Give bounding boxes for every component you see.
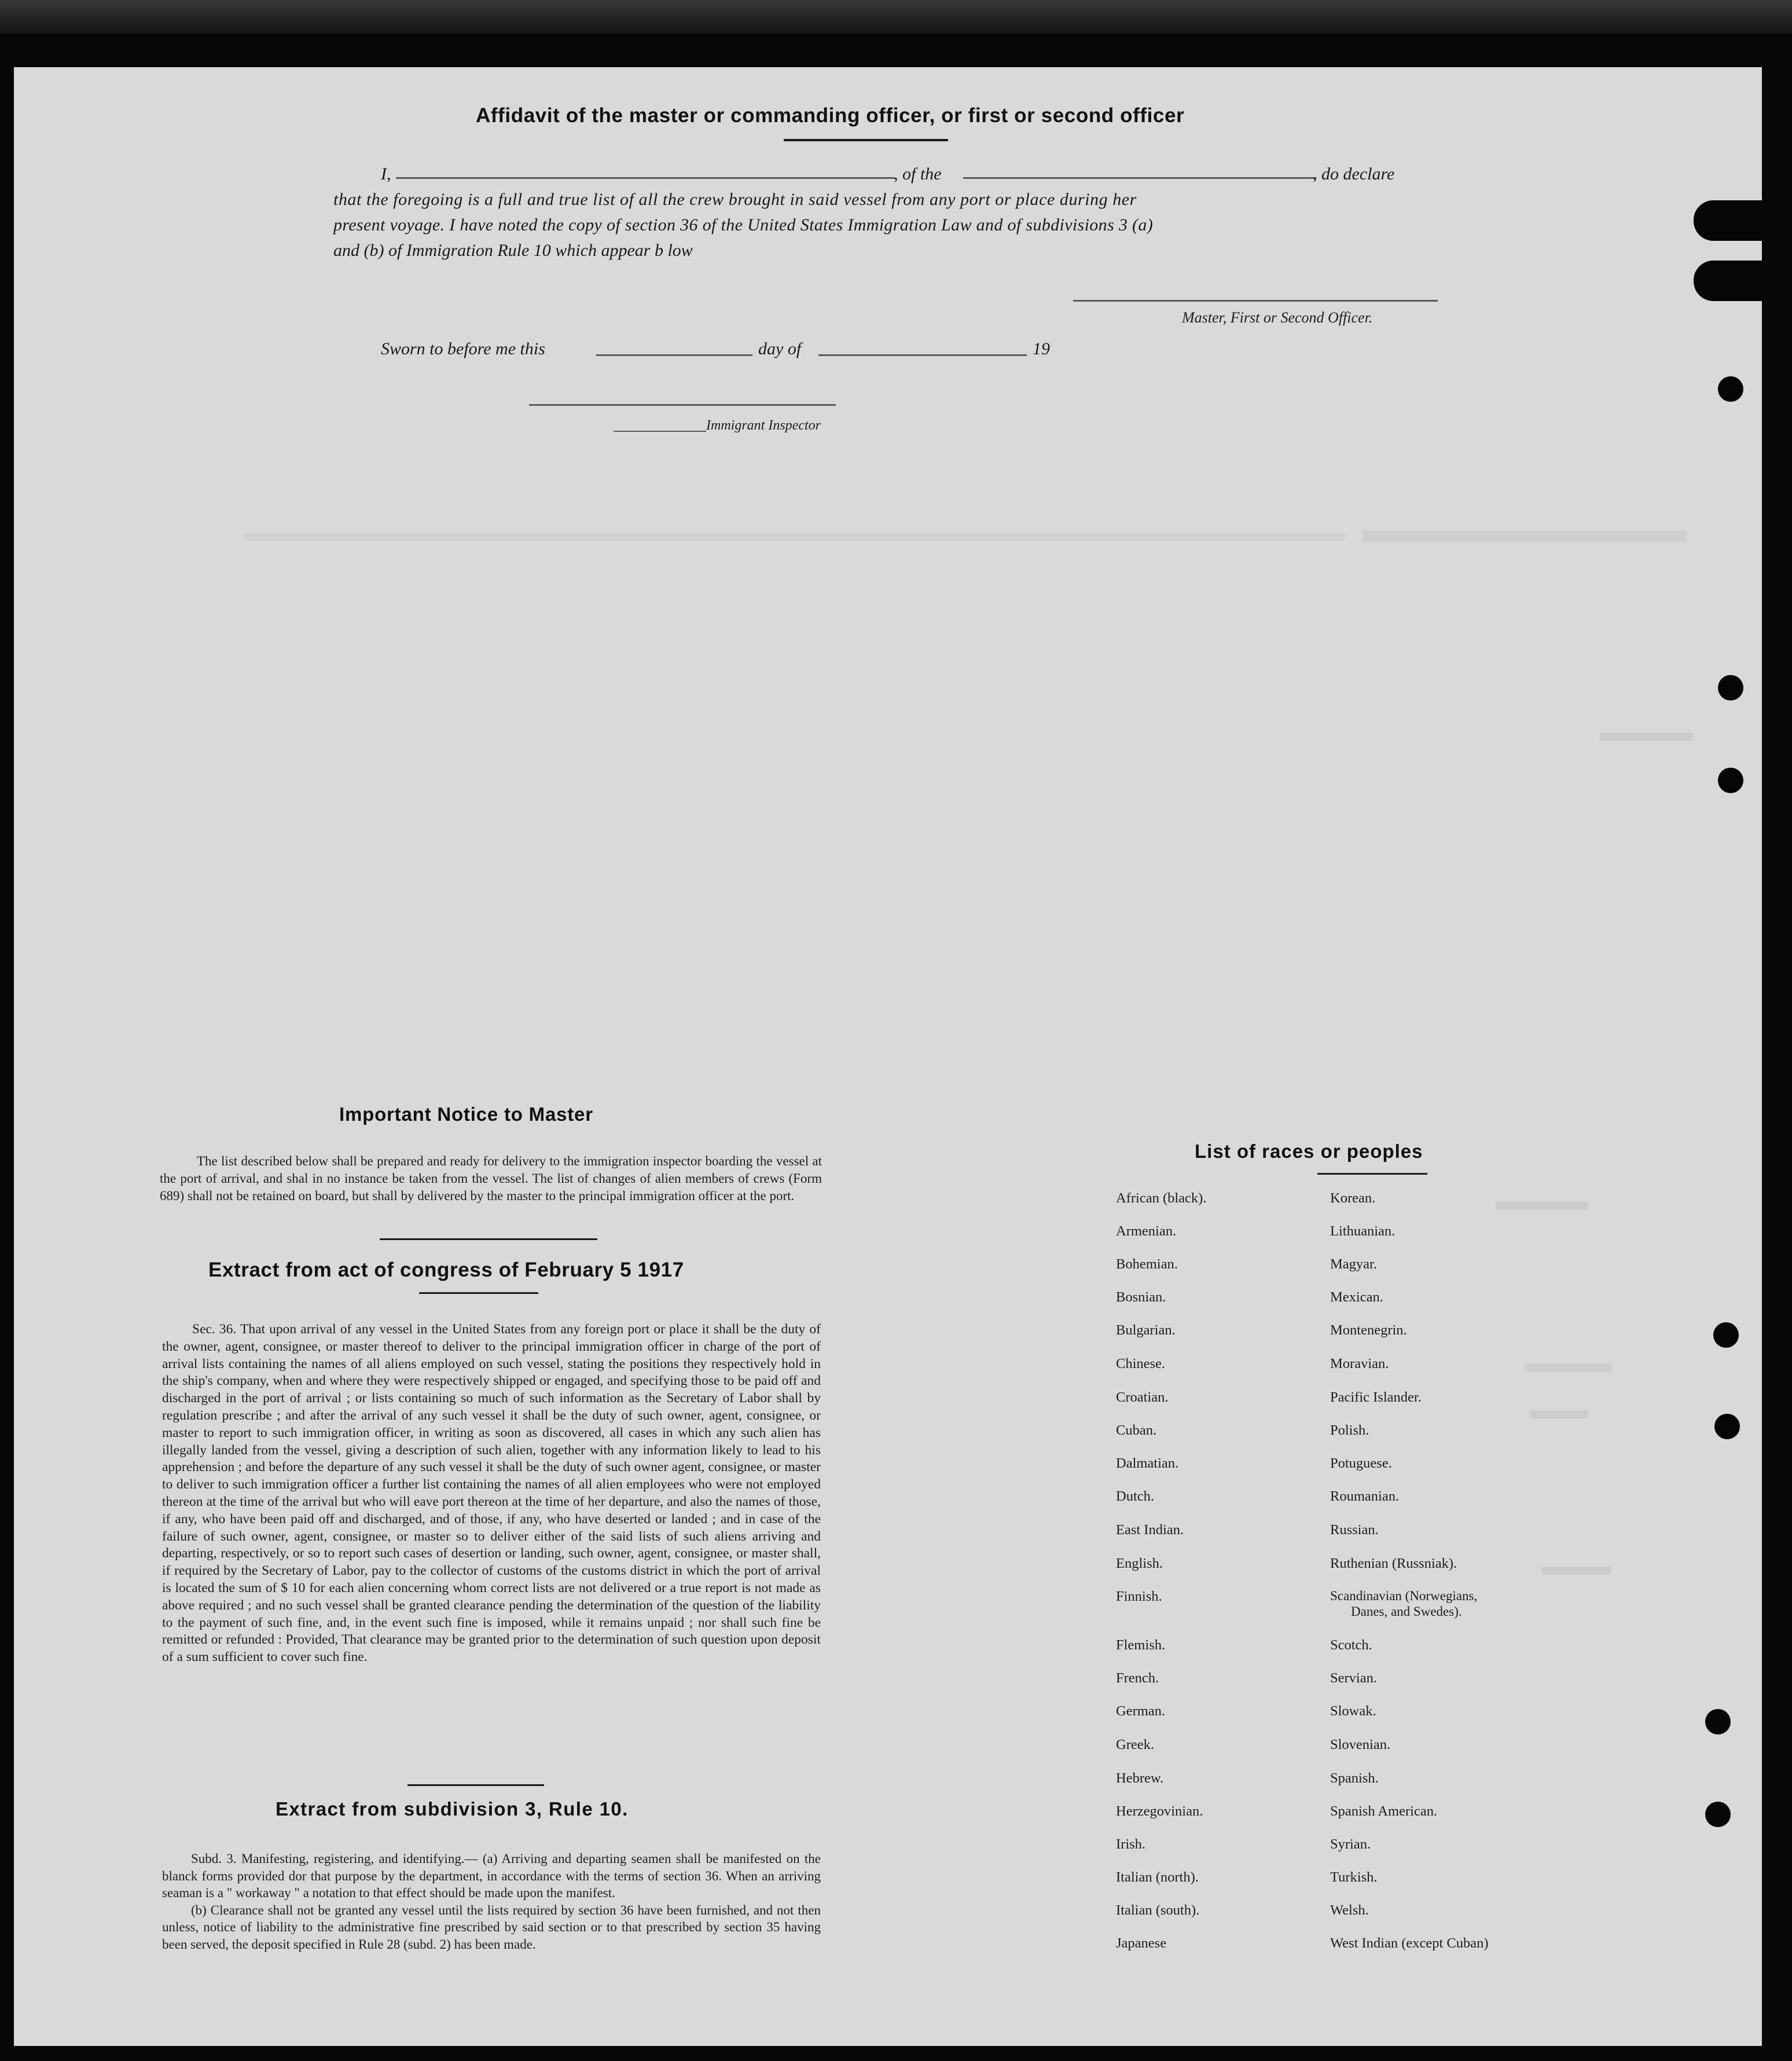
race-item: German.	[1116, 1703, 1166, 1719]
sworn-prefix: Sworn to before me this	[381, 339, 545, 358]
rule-para-b: (b) Clearance shall not be granted any vessel until the lists required by section 36 have been furnished, and not then unless, notice of liability to the administrative fine prescribed by said section or to that prescribed by section 35 having been served, the deposit specified in Rule 28 (subd. 2) has been made.	[162, 1902, 821, 1952]
affidavit-vessel-field[interactable]	[963, 177, 1316, 179]
race-item: Spanish.	[1330, 1770, 1379, 1786]
race-item: Chinese.	[1116, 1356, 1166, 1371]
race-item: Moravian.	[1330, 1356, 1389, 1371]
race-item: Servian.	[1330, 1670, 1377, 1686]
act-body	[162, 1321, 821, 1666]
race-item: Magyar.	[1330, 1256, 1377, 1272]
act-section-36: Sec. 36. That upon arrival of any vessel in the United States from any foreign port or place it shall be the duty of the owner, agent, consignee, or master thereof to deliver to the principal immigration officer in charge of the port of arrival lists containing the names of all aliens employed on such vessel, stating the positions they respectively hold in the ship's company, when and where they were respectively shipped or engaged, and specifying those to be paid off and discharged in the port of arrival ; or lists containing so much of such information as the Secretary of Labor shall by regulation prescribe ; and after the arrival of any such vessel it shall be the duty of such owner, agent, consignee, or master to report to such immigration officer, in writing as soon as discovered, all cases in which any such alien has illegally landed from the vessel, giving a description of such alien, together with any information likely to lead to his apprehension ; and before the departure of any such vessel it shall be the duty of such owner agent, consignee, or master to deliver to such immigration officer a further list containing the names of all alien employees who were not employed thereon at the time of the arrival but who will eave port thereon at the time of her departure, and also the names of those, if any, who have been paid off and discharged, and of those, if any, who have deserted or landed ; and in case of the failure of such owner, agent, consignee, or master so to deliver either of the said lists of such aliens arriving and departing, respectively, or so to report such cases of desertion or landing, such owner, agent, consignee, or master shall, if required by the Secretary of Labor, pay to the collector of customs of the customs district in which the port of arrival is located the sum of $ 10 for each alien concerning whom correct lists are not delivered or a true report is not made as above required ; and no such vessel shall be granted clearance pending the determination of the question of the liability to the payment of such fine, and, in the event such fine is imposed, while it remains unpaid ; nor shall such fine be remitted or refunded : Provided, That clearance may be granted prior to the determination of such question upon deposit of a sum sufficient to cover such fine.	[162, 1322, 821, 1665]
race-item: Hebrew.	[1116, 1770, 1164, 1786]
notice-title: Important Notice to Master	[339, 1103, 593, 1125]
race-item: African (black).	[1116, 1190, 1207, 1206]
race-item: Montenegrin.	[1330, 1322, 1407, 1338]
race-item: Pacific Islander.	[1330, 1389, 1422, 1405]
affidavit-name-field[interactable]	[396, 177, 895, 179]
sworn-month-field[interactable]	[818, 354, 1027, 356]
race-item: Flemish.	[1116, 1637, 1166, 1653]
act-title: Extract from act of congress of February 5 1917	[208, 1259, 684, 1281]
act-title-rule	[419, 1292, 538, 1294]
race-item: Irish.	[1116, 1836, 1146, 1852]
race-item: Lithuanian.	[1330, 1223, 1396, 1239]
act-end-rule	[407, 1784, 544, 1786]
race-item: Ruthenian (Russniak).	[1330, 1556, 1457, 1571]
punch-hole	[1718, 768, 1743, 793]
race-item: Slovenian.	[1330, 1737, 1391, 1752]
punch-hole	[1705, 1802, 1731, 1827]
affidavit-text-line3: present voyage. I have noted the copy of section 36 of the United States Immigration Law and of subdivisions 3 (a)	[333, 215, 1154, 234]
binder-tab-upper	[1694, 200, 1792, 241]
race-item: Japanese	[1116, 1935, 1167, 1951]
form-page	[14, 67, 1762, 2046]
affidavit-of-the-label: , of the	[894, 164, 942, 184]
race-item: Russian.	[1330, 1522, 1379, 1538]
affidavit-text-line4: and (b) of Immigration Rule 10 which appear b low	[333, 241, 693, 260]
inspector-signature-line[interactable]	[529, 404, 836, 406]
race-item: Potuguese.	[1330, 1455, 1392, 1471]
affidavit-text-line2: that the foregoing is a full and true list of all the crew brought in said vessel from any port or place during her	[333, 190, 1137, 209]
master-signature-line[interactable]	[1073, 300, 1438, 302]
affidavit-title-rule	[784, 139, 948, 141]
race-item: Korean.	[1330, 1190, 1376, 1206]
sworn-year-label: 19	[1033, 339, 1050, 358]
race-item: Dalmatian.	[1116, 1455, 1179, 1471]
punch-hole	[1713, 1322, 1739, 1348]
race-item: Bohemian.	[1116, 1256, 1178, 1272]
races-title: List of races or peoples	[1195, 1140, 1423, 1162]
race-item: Roumanian.	[1330, 1488, 1400, 1504]
race-item: East Indian.	[1116, 1522, 1184, 1538]
master-signature-caption: Master, First or Second Officer.	[1182, 309, 1373, 326]
affidavit-declare-label: , do declare	[1313, 164, 1395, 184]
race-item: Bosnian.	[1116, 1289, 1166, 1305]
race-item: Spanish American.	[1330, 1803, 1438, 1819]
rule-body	[162, 1850, 821, 1953]
race-item: Slowak.	[1330, 1703, 1376, 1719]
punch-hole	[1705, 1709, 1731, 1734]
race-item: Scotch.	[1330, 1637, 1372, 1653]
notice-body	[160, 1153, 822, 1205]
punch-hole	[1718, 675, 1743, 701]
race-item: Scandinavian (Norwegians,	[1330, 1589, 1478, 1603]
affidavit-title: Affidavit of the master or commanding officer, or first or second officer	[476, 104, 1185, 127]
inspector-caption: Immigrant Inspector	[706, 418, 821, 433]
binder-tab-lower	[1694, 261, 1792, 301]
rule-title: Extract from subdivision 3, Rule 10.	[276, 1798, 629, 1820]
race-item: Danes, and Swedes).	[1351, 1604, 1462, 1619]
race-item: Bulgarian.	[1116, 1322, 1176, 1338]
punch-hole	[1714, 1414, 1740, 1439]
race-item: Polish.	[1330, 1422, 1369, 1438]
race-item: Croatian.	[1116, 1389, 1169, 1405]
race-item: Finnish.	[1116, 1589, 1162, 1604]
race-item: Mexican.	[1330, 1289, 1383, 1305]
notice-rule	[380, 1238, 597, 1240]
race-item: Greek.	[1116, 1737, 1154, 1752]
affidavit-i-label: I,	[381, 164, 391, 184]
notice-paragraph: The list described below shall be prepared and ready for delivery to the immigration inspector boarding the vessel at the port of arrival, and shal in no instance be taken from the vessel. The list of changes of alien members of crews (Form 689) shall not be retained on board, but shall by delivered by the master to the principal immigration officer at the port.	[160, 1154, 822, 1203]
race-item: Welsh.	[1330, 1902, 1369, 1918]
race-item: English.	[1116, 1556, 1163, 1571]
race-item: Syrian.	[1330, 1836, 1371, 1852]
scan-top-edge	[0, 0, 1792, 34]
race-item: Armenian.	[1116, 1223, 1177, 1239]
race-item: Italian (south).	[1116, 1902, 1200, 1918]
race-item: West Indian (except Cuban)	[1330, 1935, 1489, 1951]
race-item: French.	[1116, 1670, 1159, 1686]
race-item: Herzegovinian.	[1116, 1803, 1203, 1819]
race-item: Dutch.	[1116, 1488, 1154, 1504]
race-item: Cuban.	[1116, 1422, 1157, 1438]
race-item: Turkish.	[1330, 1869, 1378, 1885]
race-item: Italian (north).	[1116, 1869, 1199, 1885]
inspector-signature-line-short	[614, 431, 706, 432]
sworn-day-label: day of	[758, 339, 802, 358]
sworn-day-field[interactable]	[596, 354, 752, 356]
rule-para-a: Subd. 3. Manifesting, registering, and identifying.— (a) Arriving and departing seamen shall be manifested on the blanck forms provided dor that purpose by the department, in accordance with the terms of section 36. When an arriving seaman is a " workaway " a notation to that effect should be made upon the manifest.	[162, 1851, 821, 1900]
punch-hole	[1718, 376, 1743, 402]
races-title-rule	[1317, 1173, 1427, 1175]
